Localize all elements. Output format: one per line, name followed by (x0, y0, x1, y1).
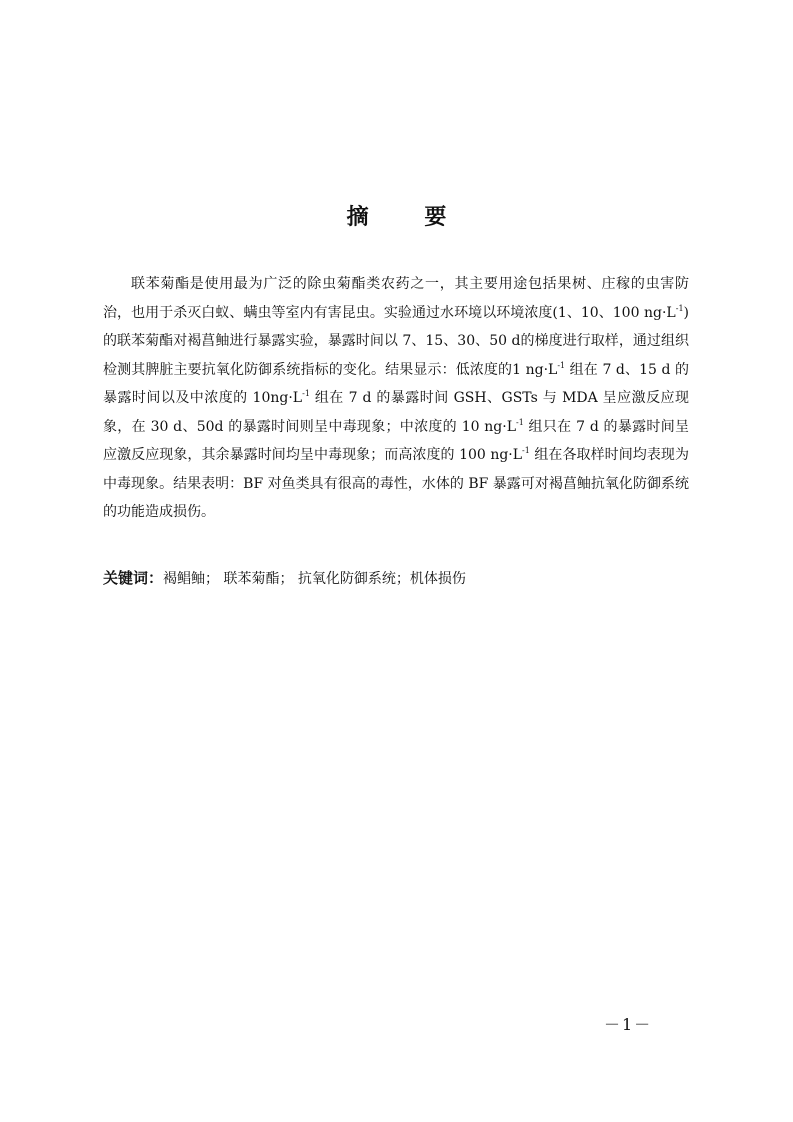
keywords-label: 关键词： (103, 569, 164, 587)
abstract-title: 摘 要 (346, 205, 471, 230)
keywords-line (103, 566, 689, 591)
page-number: －1－ (604, 1015, 653, 1034)
abstract-text: 组在 7 d、15 d 的暴露时间以及中浓度的 10ng·L (103, 361, 689, 406)
unit-exponent: -1 (522, 446, 530, 455)
unit-exponent: -1 (302, 389, 310, 398)
unit-exponent: -1 (516, 417, 524, 427)
abstract-text: 组只在 7 d 的暴露时间呈应激反应现象，其余暴露时间均呈中毒现象；而高浓度的 100 ng·L (103, 418, 689, 463)
abstract-text: )的联苯菊酯对褐菖鲉进行暴露实验，暴露时间以 7、15、30、50 d的梯度进行取样，通过组织检测其脾脏主要抗氧化防御系统指标的变化。结果显示：低浓度的1 ng·L (103, 304, 689, 378)
abstract-text: 组在 7 d 的暴露时间 GSH、GSTs 与 MDA 呈应激反应现象，在 30 d、50d 的暴露时间则呈中毒现象；中浓度的 10 ng·L (103, 390, 689, 435)
abstract-text: 组在各取样时间均表现为中毒现象。结果表明：BF 对鱼类具有很高的毒性，水体的 BF 暴露可对褐菖鲉抗氧化防御系统的功能造成损伤。 (103, 447, 689, 520)
unit-exponent: -1 (557, 360, 566, 370)
keywords-text: 褐鲳鲉； 联苯菊酯； 抗氧化防御系统；机体损伤 (163, 571, 466, 587)
unit-exponent: -1 (675, 303, 684, 313)
abstract-body (103, 270, 689, 527)
abstract-text: 联苯菊酯是使用最为广泛的除虫菊酯类农药之一，其主要用途包括果树、庄稼的虫害防治，也用于杀灭白蚁、螨虫等室内有害昆虫。实验通过水环境以环境浓度(1、10、100 ng·L (103, 276, 689, 321)
